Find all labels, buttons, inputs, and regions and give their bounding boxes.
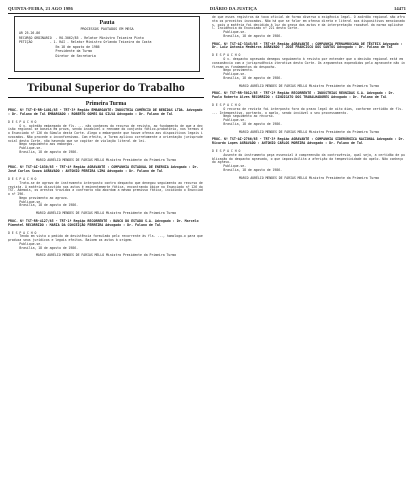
pauta-title: Pauta bbox=[99, 20, 115, 26]
tribunal-title: Tribunal Superior do Trabalho bbox=[8, 78, 204, 98]
process-header: PROC. Nº TST-AI-2786/85 - TRT-3ª Região AGRAVANTE : COMPANHIA SIDERÚRGICA NACIONAL Advogado : Dr. Ricardo Lopes AGRAVADO : ANTONIO CARLOS MOREIRA Advogado : Dr. Fulano de Tal bbox=[212, 137, 405, 146]
despacho-text: D E S P A C H O Trata-se de agravo de instrumento interposto contra despacho que denegou seguimento ao recurso de revista. A matéria discutida nos autos é eminentemente fática, encontrando óbice no Enunciado nº 126 do TST. Ademais, os arestos trazidos a confronto não abordam a mesma premissa fática, incidindo o Enunciado nº 296. Nego provimento ao agravo. Publique-se. Brasília, 18 de agosto de 1986. bbox=[8, 177, 203, 208]
signature: MARCO AURÉLIO MENDES DE FARIAS MELLO Ministro Presidente da Primeira Turma bbox=[239, 129, 379, 134]
signature: MARCO AURÉLIO MENDES DE FARIAS MELLO Ministro Presidente da Primeira Turma bbox=[36, 211, 176, 216]
pauta-subtitle: PROCESSOS PAUTADOS EM MESA bbox=[80, 27, 134, 31]
right-column bbox=[212, 16, 406, 496]
pauta-line: Diretor de Secretaria bbox=[19, 53, 96, 58]
pauta-line: PETIÇÃO - 1. RAI - Relator Ministro Orlando Teixeira da Costa bbox=[19, 40, 152, 45]
signature: MARCO AURÉLIO MENDES DE FARIAS MELLO Ministro Presidente da Primeira Turma bbox=[239, 175, 379, 180]
pauta-line: Em 18 de agosto de 1986 bbox=[19, 44, 100, 49]
header-publication: DIÁRIO DA JUSTIÇA bbox=[209, 6, 258, 11]
continued-text: de que esses registros da taxa oficial de forma diversa a exigência legal. O acórdão regional não afronta os preceitos invocados. Não há que se falar em ofensa direta e literal aos dispositivos mencionados, pois a matéria foi decidida à luz da prova dos autos e da interpretação razoável da norma aplicável. Incidência do Enunciado nº 221 desta Corte. Publique-se. Brasília, 18 de agosto de 1986. bbox=[212, 15, 405, 38]
pauta-line: AR 25.26.86 bbox=[19, 31, 41, 35]
signature: MARCO AURÉLIO MENDES DE FARIAS MELLO Ministro Presidente da Primeira Turma bbox=[239, 83, 379, 88]
signature: MARCO AURÉLIO MENDES DE FARIAS MELLO Ministro Presidente da Primeira Turma bbox=[36, 253, 176, 258]
process-header: PROC. Nº TST-E-RR-1401/85 - TRT-3ª Região EMBARGANTE: INDÚSTRIA COMÉRCIO DE BEBIDAS LTDA. Advogado : Dr. Fulano de Tal EMBARGADO : ROBERTO GOMES DA SILVA Advogado : Dr. Fulano de Tal bbox=[8, 108, 203, 116]
process-header: PROC. Nº TST-RR-5012/85 - TRT-2ª Região RECORRENTE : INDÚSTRIAS REUNIDAS S.A. Advogado : Dr. Paulo Roberto Alves RECORRIDO : SINDICATO DOS TRABALHADORES Advogado : Dr. Fulano de Tal bbox=[212, 91, 395, 100]
process-header: PROC. Nº TST-RR-4127/85 - TRT-1ª Região RECORRENTE : BANCO DO ESTADO S.A. Advogado : Dr. Marcelo Pimentel RECORRIDO : MARIA DA CONCEIÇÃO FERREIRA Advogado : Dr. Fulano de Tal bbox=[8, 218, 199, 227]
header-date: QUINTA-FEIRA, 21 AGO 1986 bbox=[8, 6, 73, 11]
process-header: PROC. Nº TST-AI-3345/85 - TRT-6ª Região AGRAVANTE : COMPANHIA PERNAMBUCANA DE TÊXTEIS Advogado : Dr. Luiz Antonio Medeiros AGRAVADO : JOSÉ FRANCISCO DOS SANTOS Advogado : Dr. Fulano de Tal bbox=[212, 41, 403, 50]
despacho-text: D E S P A C H O Tendo em vista o pedido de desistência formulado pelo recorrente às fls. ..., homologo-o para que produza seus jurídicos e legais efeitos. Baixem os autos à origem. Publique-se. Brasília, 18 de agosto de 1986. bbox=[8, 230, 203, 250]
running-header bbox=[8, 6, 406, 14]
section-title: Primeira Turma bbox=[85, 101, 127, 107]
left-column bbox=[8, 16, 204, 496]
header-page-number: 14471 bbox=[394, 6, 406, 11]
despacho-text: D E S P A C H O O v. acórdão embargado de fls. ... não conheceu do recurso de revista, ao fundamento de que a decisão regional se baseia em prova, sendo incabível o reexame do conjunto fático-probatório, nos termos do Enunciado nº 126 da Súmula desta Corte. Alega o embargante que houve ofensa aos dispositivos legais invocados. Não procede o inconformismo. Com efeito, a Turma aplicou corretamente a orientação jurisprudencial desta Corte, não havendo que se cogitar de violação literal de lei. Nego seguimento aos embargos. Publique-se. Brasília, 18 de agosto de 1986. bbox=[8, 119, 203, 154]
despacho-text: D E S P A C H O O v. despacho agravado denegou seguimento à revista por entender que a decisão regional está em consonância com a jurisprudência iterativa desta Corte. Os argumentos expendidos pelo agravante não infirmam os fundamentos do despacho. Nego provimento. Publique-se. Brasília, 18 de agosto de 1986. bbox=[212, 53, 405, 80]
pauta-line: Presidente da Turma bbox=[19, 49, 92, 54]
pauta-line: RECURSO ORDINARIO - RO-3062/85 - Relator Ministro Teixeira Pinto bbox=[19, 35, 144, 40]
despacho-text: D E S P A C H O O recurso de revista foi interposto fora do prazo legal de oito dias, conforme certidão de fls. ... Intempestivo, portanto, o apelo, sendo inviável o seu processamento. Nego seguimento ao recurso. Publique-se. Brasília, 18 de agosto de 1986. bbox=[212, 103, 403, 126]
despacho-text: D E S P A C H O Ausente do instrumento peça essencial à compreensão da controvérsia, qual seja, a certidão de publicação do despacho agravado, o que impossibilita a aferição da tempestividade do apelo. Não conheço do agravo. Publique-se. Brasília, 18 de agosto de 1986. bbox=[212, 149, 405, 172]
pauta-lines bbox=[19, 31, 195, 59]
process-header: PROC. Nº TST-AI-1830/85 - TRT-4ª Região AGRAVANTE : COMPANHIA ESTADUAL DE ENERGIA Advogado : Dr. José Carlos Souza AGRAVADO : ANTONIO PEREIRA LIMA Advogado : Dr. Fulano de Tal bbox=[8, 165, 199, 174]
page-columns bbox=[8, 16, 406, 496]
pauta-box bbox=[14, 16, 200, 72]
signature: MARCO AURÉLIO MENDES DE FARIAS MELLO Ministro Presidente da Primeira Turma bbox=[36, 157, 176, 162]
